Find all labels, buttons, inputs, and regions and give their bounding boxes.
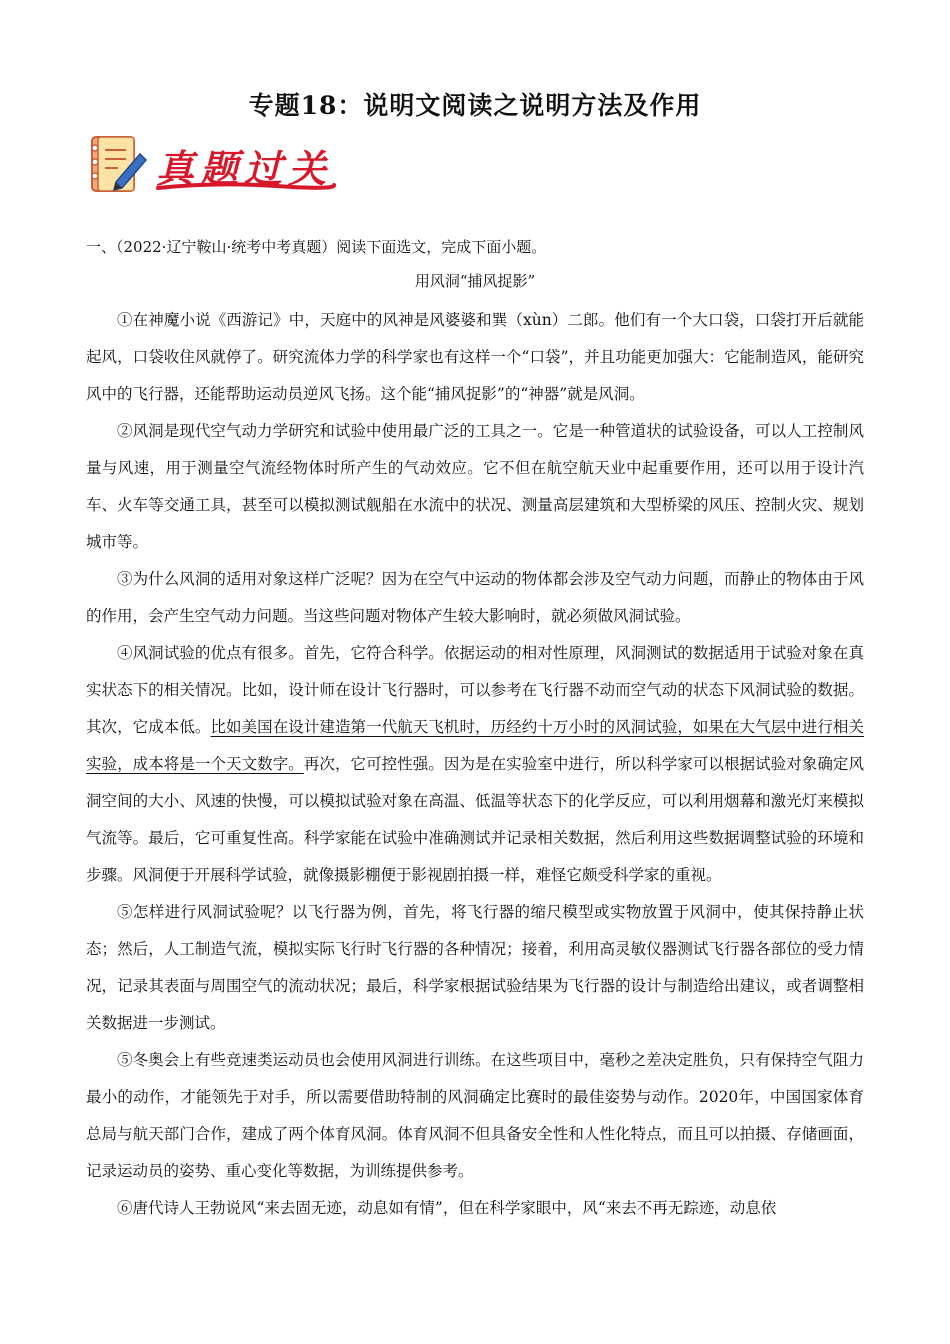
paragraph-3: ③为什么风洞的适用对象这样广泛呢？因为在空气中运动的物体都会涉及空气动力问题，而静止的物体由于风的作用，会产生空气动力问题。当这些问题对物体产生较大影响时，就必须做风洞试验。 (86, 570, 864, 625)
underlined-sentence: 比如美国在设计建造第一代航天飞机时，历经约十万小时的风洞试验，如果在大气层中进行相关实验，成本将是一个天文数字。 (86, 718, 864, 773)
paragraph-4 (86, 635, 864, 894)
question-intro: 一、（2022·辽宁鞍山·统考中考真题）阅读下面选文，完成下面小题。 (86, 238, 547, 256)
page-title: 专题18：说明文阅读之说明方法及作用 (248, 91, 702, 120)
paragraph-4-part-2: 再次，它可控性强。因为是在实验室中进行，所以科学家可以根据试验对象确定风洞空间的大小、风速的快慢，可以模拟试验对象在高温、低温等状态下的化学反应，可以利用烟幕和激光灯来模拟气流等。最后，它可重复性高。科学家能在试验中准确测试并记录相关数据，然后利用这些数据调整试验的环境和步骤。风洞便于开展科学试验，就像摄影棚便于影视剧拍摄一样，难怪它颇受科学家的重视。 (86, 755, 864, 884)
paragraph-2: ②风洞是现代空气动力学研究和试验中使用最广泛的工具之一。它是一种管道状的试验设备，可以人工控制风量与风速，用于测量空气流经物体时所产生的气动效应。它不但在航空航天业中起重要作用，还可以用于设计汽车、火车等交通工具，甚至可以模拟测试舰船在水流中的状况、测量高层建筑和大型桥梁的风压、控制火灾、规划城市等。 (86, 422, 864, 551)
paragraph-5: ⑤怎样进行风洞试验呢？以飞行器为例，首先，将飞行器的缩尺模型或实物放置于风洞中，使其保持静止状态；然后，人工制造气流，模拟实际飞行时飞行器的各种情况；接着，利用高灵敏仪器测试飞行器各部位的受力情况，记录其表面与周围空气的流动状况；最后，科学家根据试验结果为飞行器的设计与制造给出建议，或者调整相关数据进一步测试。 (86, 903, 864, 1032)
paragraph-1: ①在神魔小说《西游记》中，天庭中的风神是风婆婆和巽（xùn）二郎。他们有一个大口袋，口袋打开后就能起风，口袋收住风就停了。研究流体力学的科学家也有这样一个“口袋”，并且功能更加强大：它能制造风，能研究风中的飞行器，还能帮助运动员逆风飞扬。这个能“捕风捉影”的“神器”就是风洞。 (86, 311, 864, 403)
article-title: 用风洞“捕风捉影” (414, 272, 536, 290)
section-banner (86, 134, 336, 196)
paragraph-4-part-1: ④风洞试验的优点有很多。首先，它符合科学。依据运动的相对性原理，风洞测试的数据适用于试验对象在真实状态下的相关情况。比如，设计师在设计飞行器时，可以参考在飞行器不动而空气动的状态下风洞试验的数据。其次，它成本低。 (86, 644, 864, 736)
paragraph-7: ⑥唐代诗人王勃说风“来去固无迹，动息如有情”，但在科学家眼中，风“来去不再无踪迹，动息依 (117, 1199, 777, 1217)
notebook-pen-icon (86, 134, 150, 196)
banner-title: 真题过关 (156, 146, 333, 191)
banner-underline (156, 180, 336, 194)
article-body (86, 302, 864, 1227)
paragraph-6: ⑤冬奥会上有些竞速类运动员也会使用风洞进行训练。在这些项目中，毫秒之差决定胜负，只有保持空气阻力最小的动作，才能领先于对手，所以需要借助特制的风洞确定比赛时的最佳姿势与动作。2020年，中国国家体育总局与航天部门合作，建成了两个体育风洞。体育风洞不但具备安全性和人性化特点，而且可以拍摄、存储画面，记录运动员的姿势、重心变化等数据，为训练提供参考。 (86, 1051, 864, 1180)
